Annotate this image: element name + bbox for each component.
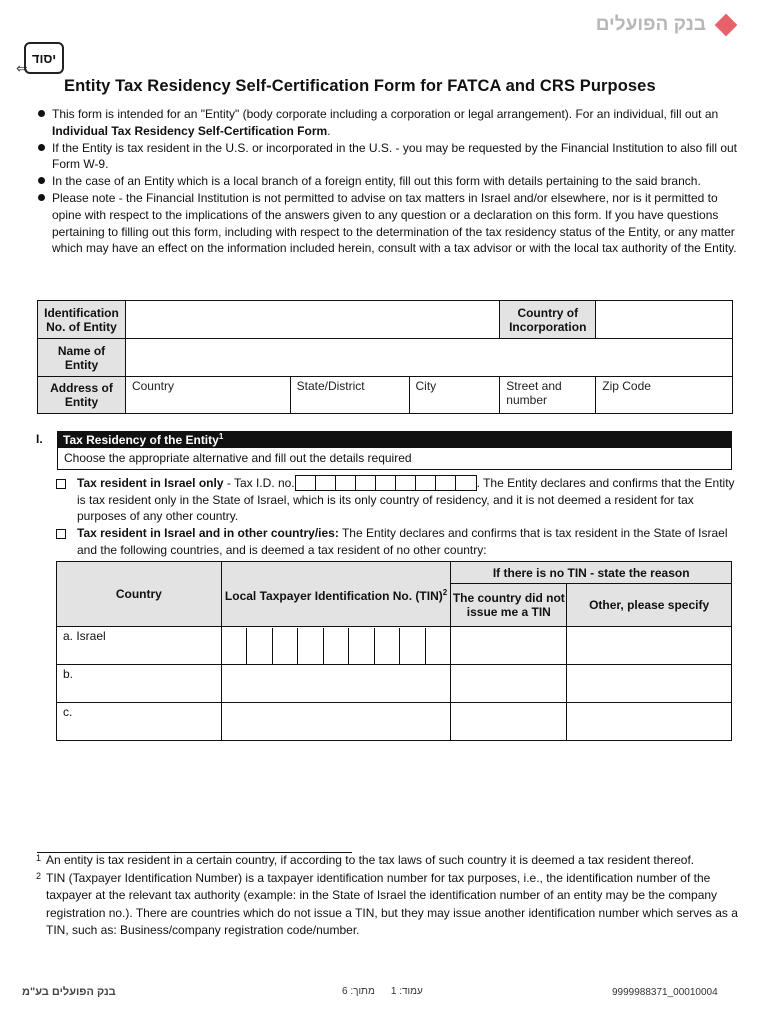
id-field[interactable]: [125, 301, 499, 339]
entity-details-table: [37, 300, 733, 414]
address-state-field[interactable]: State/District: [290, 377, 409, 414]
name-label: Name of Entity: [38, 339, 126, 377]
tin-cell[interactable]: [221, 703, 451, 741]
no-issue-cell[interactable]: [451, 703, 567, 741]
bullet-item: If the Entity is tax resident in the U.S. or incorporated in the U.S. - you may be requested by the Financial Institution to also fill out Form W-9.: [36, 140, 744, 174]
other-cell[interactable]: [567, 703, 732, 741]
footnotes: [36, 852, 748, 940]
tin-cell[interactable]: [221, 665, 451, 703]
address-label: Address of Entity: [38, 377, 126, 414]
diamond-logo-icon: [715, 14, 738, 37]
option-israel-only: Tax resident in Israel only - Tax I.D. no. . The Entity declares and confirms that the Entity is tax resident only in the State of Israel, which is its only country of residency, and it is not deemed a resident for tax purposes of any other country.: [56, 475, 736, 525]
yesod-badge: יסוד: [24, 42, 64, 74]
instructions-list: [36, 106, 744, 257]
bullet-item: In the case of an Entity which is a local branch of a foreign entity, fill out this form with details pertaining to the said branch.: [36, 173, 744, 190]
col-no-issue: The country did not issue me a TIN: [451, 584, 567, 627]
section-heading: Tax Residency of the Entity$^1$: [57, 431, 732, 448]
no-issue-cell[interactable]: [451, 627, 567, 665]
bullet-item: This form is intended for an "Entity" (body corporate including a corporation or legal arrangement). For an individual, fill out an Individual Tax Residency Self-Certification Form.: [36, 106, 744, 140]
footnote-1: 1 An entity is tax resident in a certain country, if according to the tax laws of such country it is deemed a tax resident thereof.: [36, 853, 695, 867]
table-row[interactable]: b.: [57, 665, 222, 703]
country-tin-table: [56, 561, 732, 741]
id-label: Identification No. of Entity: [38, 301, 126, 339]
country-inc-field[interactable]: [596, 301, 733, 339]
option-israel-and-other: Tax resident in Israel and in other country/ies: The Entity declares and confirms that is tax resident in the State of Israel and the following countries, and is deemed a tax resident of no other country:: [56, 525, 736, 558]
col-no-tin: If there is no TIN - state the reason: [451, 562, 732, 584]
back-arrow-icon[interactable]: ⇐: [16, 60, 28, 76]
israel-and-other-checkbox[interactable]: [56, 529, 66, 539]
col-country: Country: [57, 562, 222, 627]
bank-logo: [596, 14, 734, 36]
no-issue-cell[interactable]: [451, 665, 567, 703]
other-cell[interactable]: [567, 665, 732, 703]
address-street-field[interactable]: Street and number: [500, 377, 596, 414]
bank-name: בנק הפועלים: [595, 14, 706, 35]
tax-id-input[interactable]: [295, 475, 477, 491]
bullet-item: Please note - the Financial Institution is not permitted to advise on tax matters in Israel and/or elsewhere, nor is it permitted to opine with respect to the implications of the answers given to any question or a declaration on this form. If you have questions pertaining to filling out this form, including with respect to the determination of the tax residency status of the Entity, or any matter which may have an effect on the information included herein, consult with a tax advisor or with the local tax authority of the Entity.: [36, 190, 744, 257]
address-country-field[interactable]: Country: [125, 377, 290, 414]
address-zip-field[interactable]: Zip Code: [596, 377, 733, 414]
col-other: Other, please specify: [567, 584, 732, 627]
country-inc-label: Country of Incorporation: [500, 301, 596, 339]
address-city-field[interactable]: City: [409, 377, 500, 414]
other-cell[interactable]: [567, 627, 732, 665]
footer-form-code: 9999988371_00010004: [612, 987, 718, 998]
section-number: I.: [36, 432, 43, 446]
col-tin: Local Taxpayer Identification No. (TIN)$^2$: [221, 562, 451, 627]
page-title: Entity Tax Residency Self-Certification Form for FATCA and CRS Purposes: [64, 77, 656, 95]
section-subheading: Choose the appropriate alternative and fill out the details required: [57, 448, 732, 470]
footnote-2: 2 TIN (Taxpayer Identification Number) is a taxpayer identification number for tax purposes, i.e., the identification number of the taxpayer at the relevant tax authority (example: in the State of Israel the identification number of an entity may be the company registration no.). There are countries which do not issue a TIN, but they may issue another identification number which serves as a TIN, such as: Business/company registration code/number.: [36, 870, 738, 937]
tin-digit-boxes[interactable]: [221, 627, 451, 665]
name-field[interactable]: [125, 339, 732, 377]
table-row: a. Israel: [57, 627, 222, 665]
footer-pagination: עמוד: 1 מתוך: 6: [342, 986, 423, 997]
table-row[interactable]: c.: [57, 703, 222, 741]
israel-only-checkbox[interactable]: [56, 479, 66, 489]
footer-bank-name: בנק הפועלים בע"מ: [22, 986, 116, 998]
